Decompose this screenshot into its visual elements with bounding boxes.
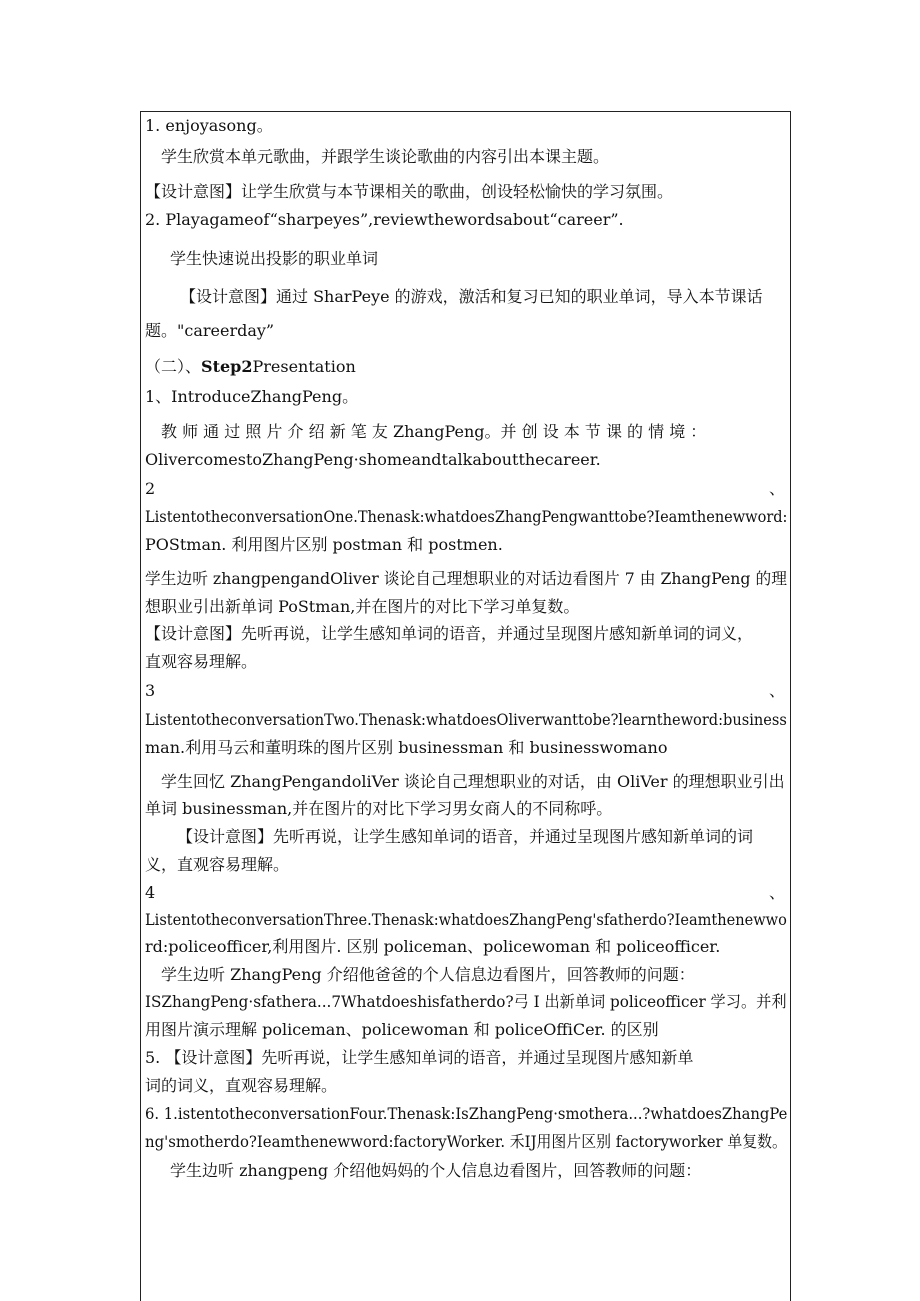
section-step: Step2 [201,357,253,376]
paragraph: rd:policeofficer,利用图片. 区别 policeman、policewoman 和 policeofficer. [145,937,721,956]
paragraph: 学生边听 zhangpeng 介绍他妈妈的个人信息边看图片，回答教师的问题： [170,1161,702,1180]
list-item-number [145,883,785,903]
paragraph: 学生欣赏本单元歌曲，并跟学生谈论歌曲的内容引出本课主题。 [161,147,610,166]
paragraph: 学生边听 ZhangPeng 介绍他爸爸的个人信息边看图片，回答教师的问题： [161,965,695,984]
paragraph: man.利用马云和董明珠的图片区别 businessman 和 businesswomano [145,738,668,757]
paragraph: 学生回忆 ZhangPengandoliVer 谈论自己理想职业的对话，由 OliVer 的理想职业引出 [161,772,785,791]
paragraph: 词的词义，直观容易理解。 [145,1076,338,1095]
design-intent: 【设计意图】让学生欣赏与本节课相关的歌曲，创设轻松愉快的学习氛围。 [145,182,674,201]
paragraph: 教 师 通 过 照 片 介 绍 新 笔 友 ZhangPeng。并 创 设 本 节 课 的 情 境 ： [161,422,707,441]
paragraph: ListentotheconversationOne.Thenask:whatdoesZhangPengwanttobe?Ieamthenewword: [145,507,788,526]
sub-heading: 1、IntroduceZhangPeng。 [145,387,359,406]
paragraph: 学生快速说出投影的职业单词 [170,249,379,268]
paragraph: OlivercomestoZhangPeng·shomeandtalkaboutthecareer. [145,450,601,469]
item-number: 2 [145,479,156,498]
paragraph: ListentotheconversationThree.Thenask:whatdoesZhangPeng'sfatherdo?Ieamthenewwo [145,910,787,929]
section-heading [145,357,356,377]
paragraph: 单词 businessman,并在图片的对比下学习男女商人的不同称呼。 [145,799,613,818]
section-title: Presentation [252,357,356,376]
item-number: 3 [145,681,156,700]
paragraph: 6. 1.istentotheconversationFour.Thenask:IsZhangPeng·smothera...?whatdoesZhangPe [145,1104,788,1123]
step-1-heading: 1. enjoyasong。 [145,116,273,135]
paragraph: POStman. 利用图片区别 postman 和 postmen. [145,535,503,554]
item-separator: 、 [768,479,785,498]
design-intent: 5. 【设计意图】先听再说，让学生感知单词的语音，并通过呈现图片感知新单 [145,1048,694,1067]
item-separator: 、 [768,681,785,700]
paragraph: ListentotheconversationTwo.Thenask:whatdoesOliverwanttobe?learntheword:business [145,710,787,729]
paragraph: 义，直观容易理解。 [145,855,290,874]
paragraph: ISZhangPeng·sfathera...7Whatdoeshisfatherdo?弓 I 出新单词 policeofficer 学习。并利 [145,992,787,1011]
list-item-number [145,681,785,701]
paragraph: 用图片演示理解 policeman、policewoman 和 policeOffiCer. 的区别 [145,1020,659,1039]
paragraph: ng'smotherdo?Ieamthenewword:factoryWorker. 禾IJ用图片区别 factoryworker 单复数。 [145,1132,787,1151]
design-intent: 【设计意图】先听再说，让学生感知单词的语音，并通过呈现图片感知新单词的词义， [145,624,754,643]
item-number: 4 [145,883,156,902]
step-2-heading: 2. Playagameof“sharpeyes”,reviewthewordsabout“career”. [145,210,624,229]
design-intent: 【设计意图】先听再说，让学生感知单词的语音，并通过呈现图片感知新单词的词 [177,827,754,846]
paragraph: 题。"careerday” [145,321,275,340]
section-number: （二）、 [145,357,202,376]
paragraph: 直观容易理解。 [145,652,258,671]
design-intent: 【设计意图】通过 SharPeye 的游戏，激活和复习已知的职业单词，导入本节课话 [180,287,763,306]
item-separator: 、 [768,883,785,902]
list-item-number [145,479,785,499]
paragraph: 想职业引出新单词 PoStman,并在图片的对比下学习单复数。 [145,597,580,616]
paragraph: 学生边听 zhangpengandOliver 谈论自己理想职业的对话边看图片 7 由 ZhangPeng 的理 [145,569,787,588]
